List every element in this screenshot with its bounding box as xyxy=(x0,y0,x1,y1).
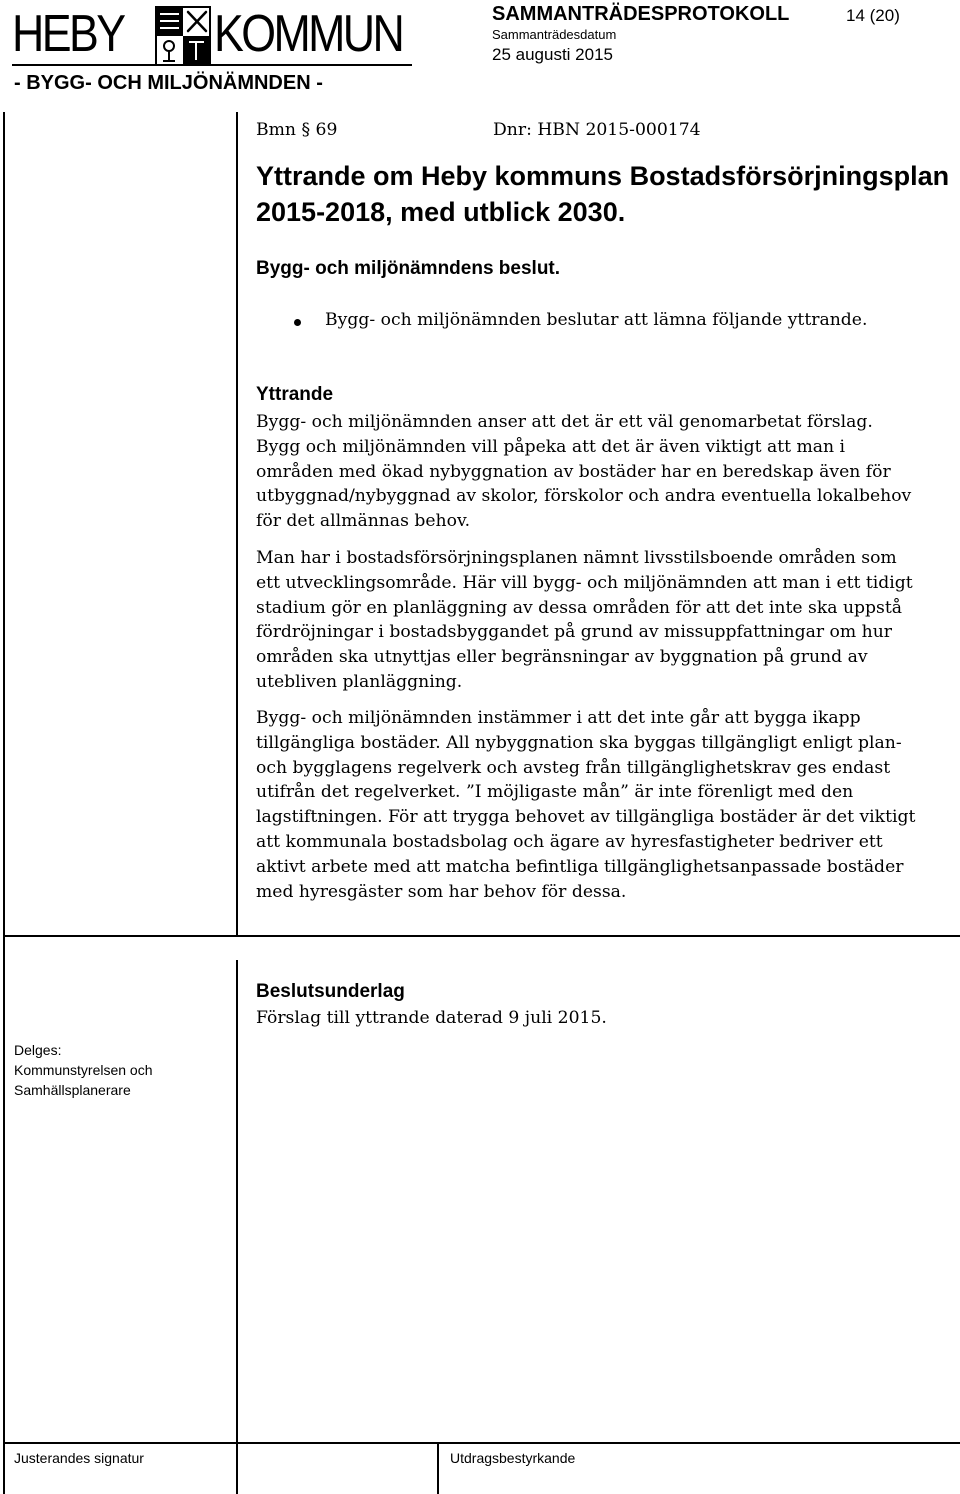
document-type: SAMMANTRÄDESPROTOKOLL xyxy=(492,3,790,25)
footer-divider xyxy=(437,1442,439,1494)
left-border xyxy=(3,112,5,1494)
distribution-recipient: Kommunstyrelsen och xyxy=(14,1062,153,1078)
decision-heading: Bygg- och miljönämndens beslut. xyxy=(256,258,561,279)
statement-paragraph-3: Bygg- och miljönämnden instämmer i att det inte går att bygga ikapp tillgängliga bostäder. All nybyggnation ska byggas tillgängligt enligt plan- och bygglagens regelverk och avsteg från tillgänglighetskrav ges endast utifrån det regelverket. ”I möjligaste mån” är inte förenligt med den lagstiftningen. För att trygga behovet av tillgängliga bostäder är det viktigt att kommunala bostadsbolag och ägare av hyresfastigheter bedriver ett aktivt arbete med att matcha befintliga tillgänglighetsanpassade bostäder med hyresgäster som har behov för dessa. xyxy=(256,708,916,902)
column-divider-lower xyxy=(236,960,238,1494)
statement-paragraph-1: Bygg- och miljönämnden anser att det är ett väl genomarbetat förslag. Bygg och miljönämnden vill påpeka att det är även viktigt att man i områden med ökad nybyggnation av bostäder har en beredskap även för utbyggnad/nybyggnad av skolor, förskolor och andra eventuella lokalbehov för det allmännas behov. xyxy=(256,412,912,532)
section-separator xyxy=(3,935,960,937)
registration-number: Dnr: HBN 2015-000174 xyxy=(493,120,701,140)
logo-text-kommun: KOMMUN xyxy=(214,5,403,63)
committee-name: - BYGG- OCH MILJÖNÄMNDEN - xyxy=(14,72,323,94)
municipality-logo xyxy=(12,6,422,66)
column-divider-upper xyxy=(236,112,238,937)
meeting-date: 25 augusti 2015 xyxy=(492,45,613,64)
basis-heading: Beslutsunderlag xyxy=(256,981,405,1002)
distribution-recipient: Samhällsplanerare xyxy=(14,1082,131,1098)
paragraph-number: Bmn § 69 xyxy=(256,120,338,140)
coat-of-arms-icon xyxy=(155,6,211,66)
statement-paragraph-2: Man har i bostadsförsörjningsplanen nämnt livsstilsboende områden som ett utvecklingsområde. Här vill bygg- och miljönämnden att man i ett tidigt stadium gör en planläggning av dessa områden för att det inte ska uppstå fördröjningar i bostadsbyggandet på grund av missuppfattningar om hur områden ska utnyttjas eller begränsningar av byggnation på grund av utebliven planläggning. xyxy=(256,548,913,692)
certified-label: Utdragsbestyrkande xyxy=(450,1450,576,1466)
basis-text: Förslag till yttrande daterad 9 juli 2015. xyxy=(256,1008,607,1028)
footer-separator xyxy=(3,1442,960,1444)
distribution-block xyxy=(14,1040,224,1100)
page-number: 14 (20) xyxy=(846,6,900,25)
logo-text-heby: HEBY xyxy=(12,5,124,63)
statement-heading: Yttrande xyxy=(256,384,334,405)
bullet-icon xyxy=(294,319,301,326)
distribution-label: Delges: xyxy=(14,1042,62,1058)
logo-underline xyxy=(12,64,412,66)
signature-label: Justerandes signatur xyxy=(14,1450,144,1466)
date-label: Sammanträdesdatum xyxy=(492,27,617,42)
decision-bullet-text: Bygg- och miljönämnden beslutar att lämna följande yttrande. xyxy=(325,310,868,330)
case-title: Yttrande om Heby kommuns Bostadsförsörjningsplan 2015-2018, med utblick 2030. xyxy=(256,161,950,227)
